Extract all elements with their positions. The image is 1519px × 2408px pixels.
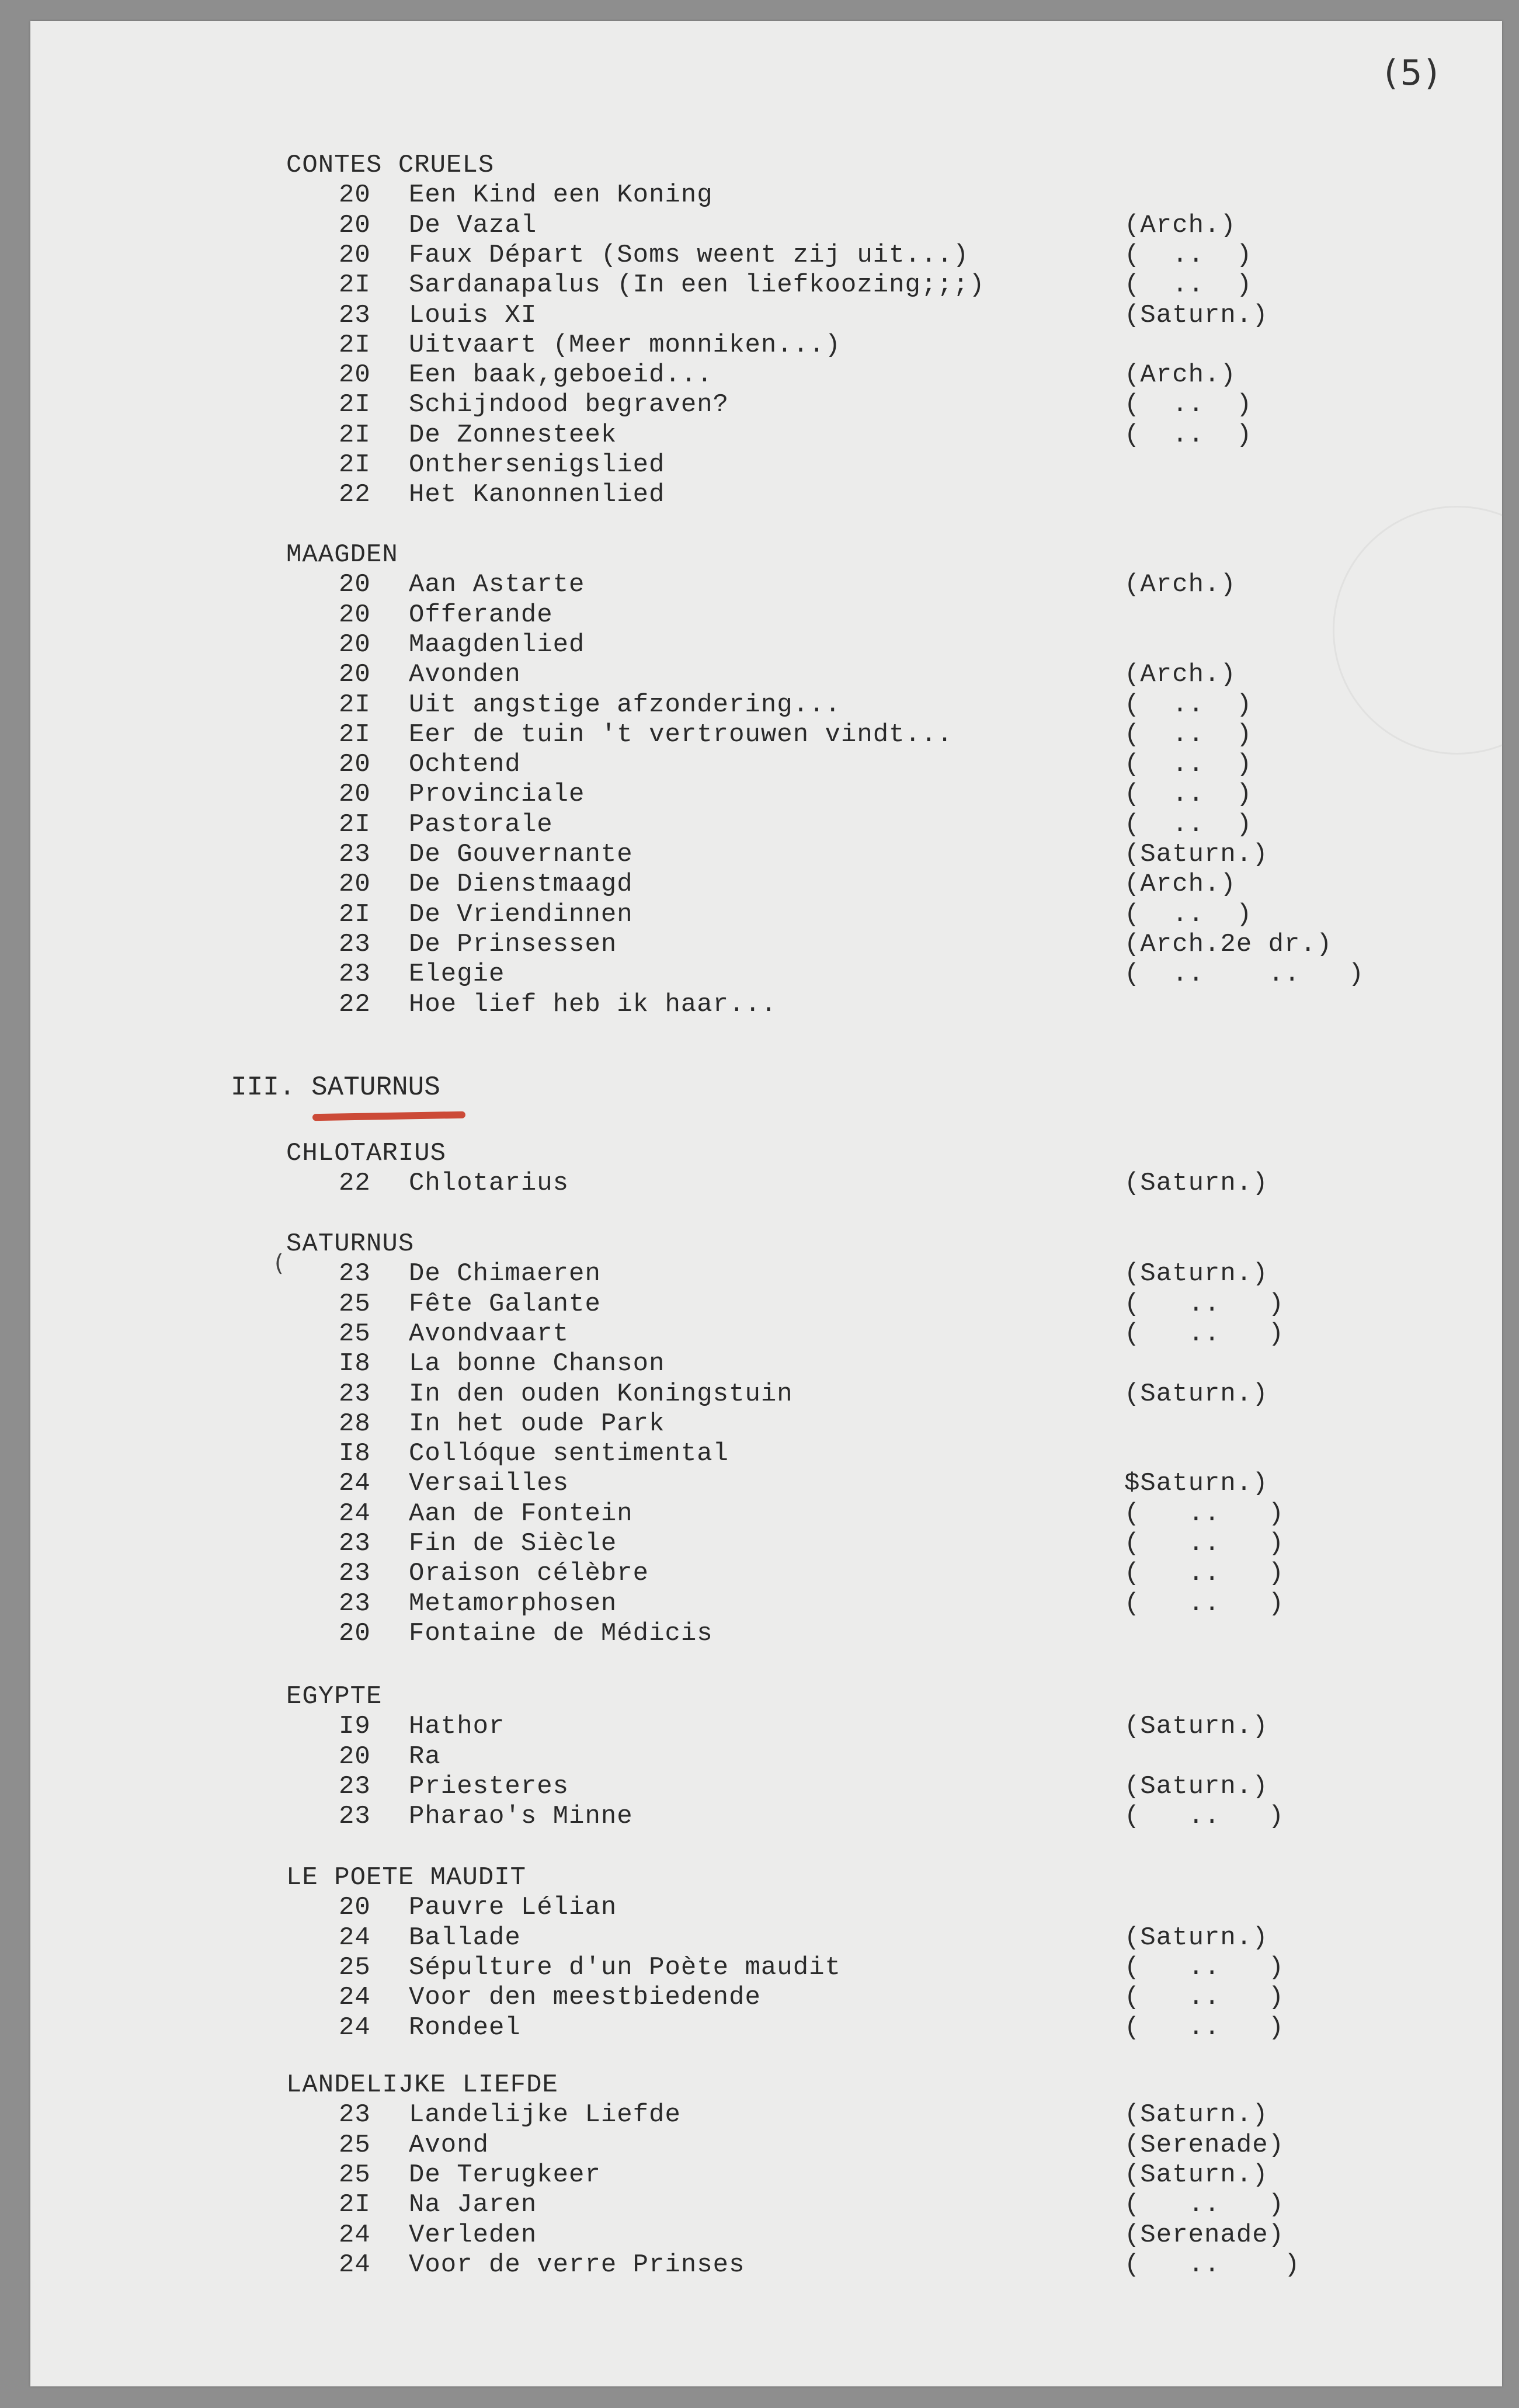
- publication-source: $Saturn.): [1124, 1469, 1268, 1499]
- publication-source: (Arch.): [1124, 360, 1236, 390]
- publication-source: ( .. ): [1124, 270, 1253, 300]
- faint-stamp: [1333, 506, 1519, 755]
- poem-page-number: 20: [339, 210, 371, 240]
- section-heading: MAAGDEN: [286, 540, 398, 569]
- poem-title: Avond: [409, 2130, 489, 2160]
- poem-title: Ra: [409, 1742, 441, 1771]
- poem-title: Hathor: [409, 1712, 505, 1742]
- poem-page-number: 23: [339, 840, 371, 869]
- poem-title: Uitvaart (Meer monniken...): [409, 330, 841, 360]
- poem-page-number: 23: [339, 2100, 371, 2130]
- publication-source: (Saturn.): [1124, 300, 1268, 330]
- poem-title: Ochtend: [409, 750, 521, 780]
- poem-page-number: 24: [339, 2220, 371, 2250]
- poem-page-number: 20: [339, 750, 371, 780]
- poem-page-number: 23: [339, 1379, 371, 1409]
- publication-source: (Saturn.): [1124, 2100, 1268, 2130]
- poem-page-number: 20: [339, 600, 371, 630]
- poem-page-number: 2I: [339, 720, 371, 749]
- poem-title: Fête Galante: [409, 1289, 601, 1319]
- poem-title: Na Jaren: [409, 2190, 537, 2220]
- poem-page-number: 23: [339, 1529, 371, 1558]
- poem-title: Pauvre Lélian: [409, 1893, 617, 1923]
- poem-page-number: 25: [339, 2160, 371, 2190]
- section-heading: LE POETE MAUDIT: [286, 1863, 527, 1892]
- poem-page-number: 2I: [339, 330, 371, 360]
- publication-source: (Saturn.): [1124, 1771, 1268, 1801]
- poem-page-number: 20: [339, 1742, 371, 1771]
- poem-page-number: 22: [339, 989, 371, 1019]
- poem-title: Offerande: [409, 600, 553, 630]
- publication-source: ( .. ): [1124, 1559, 1285, 1589]
- section-heading: EGYPTE: [286, 1682, 383, 1711]
- poem-title: Aan Astarte: [409, 570, 585, 600]
- poem-page-number: 20: [339, 180, 371, 210]
- poem-title: De Chimaeren: [409, 1259, 601, 1289]
- poem-title: La bonne Chanson: [409, 1349, 665, 1379]
- poem-page-number: 20: [339, 570, 371, 600]
- poem-page-number: 25: [339, 2130, 371, 2160]
- poem-page-number: 2I: [339, 390, 371, 420]
- poem-title: De Vriendinnen: [409, 899, 633, 929]
- poem-page-number: 23: [339, 1259, 371, 1289]
- poem-title: Pastorale: [409, 809, 553, 839]
- poem-title: Metamorphosen: [409, 1589, 617, 1618]
- publication-source: (Saturn.): [1124, 1712, 1268, 1742]
- poem-title: Avondvaart: [409, 1319, 569, 1349]
- publication-source: (Arch.2e dr.): [1124, 929, 1333, 959]
- section-heading: CHLOTARIUS: [286, 1139, 447, 1168]
- poem-title: In het oude Park: [409, 1409, 665, 1438]
- poem-page-number: 20: [339, 1893, 371, 1923]
- poem-page-number: 20: [339, 660, 371, 690]
- poem-title: Schijndood begraven?: [409, 390, 729, 420]
- poem-page-number: 2I: [339, 270, 371, 300]
- section-heading: CONTES CRUELS: [286, 151, 495, 180]
- section-heading: LANDELIJKE LIEFDE: [286, 2070, 558, 2100]
- poem-title: Versailles: [409, 1469, 569, 1499]
- publication-source: ( .. ): [1124, 690, 1253, 720]
- poem-page-number: 20: [339, 630, 371, 659]
- publication-source: ( .. ): [1124, 2250, 1301, 2280]
- publication-source: ( .. ): [1124, 2190, 1285, 2220]
- publication-source: ( .. ): [1124, 750, 1253, 780]
- poem-page-number: 20: [339, 1618, 371, 1648]
- poem-title: Oraison célèbre: [409, 1559, 649, 1589]
- poem-title: Aan de Fontein: [409, 1499, 633, 1528]
- poem-title: Pharao's Minne: [409, 1802, 633, 1832]
- poem-title: Het Kanonnenlied: [409, 480, 665, 510]
- poem-title: Provinciale: [409, 780, 585, 809]
- poem-title: De Vazal: [409, 210, 537, 240]
- publication-source: ( .. ): [1124, 1499, 1285, 1528]
- publication-source: ( .. ): [1124, 1589, 1285, 1618]
- poem-title: Ballade: [409, 1923, 521, 1952]
- publication-source: (Saturn.): [1124, 1923, 1268, 1952]
- poem-title: Collóque sentimental: [409, 1439, 729, 1469]
- poem-page-number: 24: [339, 2250, 371, 2280]
- publication-source: (Saturn.): [1124, 2160, 1268, 2190]
- poem-page-number: 23: [339, 1771, 371, 1801]
- poem-title: Chlotarius: [409, 1169, 569, 1198]
- publication-source: (Saturn.): [1124, 1169, 1268, 1198]
- publication-source: (Arch.): [1124, 210, 1236, 240]
- poem-page-number: 2I: [339, 450, 371, 479]
- page-number: (5): [1384, 53, 1441, 93]
- poem-page-number: 22: [339, 1169, 371, 1198]
- poem-page-number: 24: [339, 1499, 371, 1528]
- poem-title: De Gouvernante: [409, 840, 633, 869]
- publication-source: ( .. ): [1124, 720, 1253, 749]
- publication-source: (Saturn.): [1124, 1379, 1268, 1409]
- poem-title: Voor de verre Prinses: [409, 2250, 745, 2280]
- publication-source: ( .. ): [1124, 1983, 1285, 2013]
- publication-source: (Serenade): [1124, 2130, 1285, 2160]
- poem-title: In den ouden Koningstuin: [409, 1379, 793, 1409]
- publication-source: ( .. ): [1124, 780, 1253, 809]
- poem-title: Hoe lief heb ik haar...: [409, 989, 777, 1019]
- poem-title: Landelijke Liefde: [409, 2100, 681, 2130]
- poem-page-number: 23: [339, 960, 371, 989]
- poem-page-number: 28: [339, 1409, 371, 1438]
- poem-page-number: 23: [339, 1589, 371, 1618]
- poem-page-number: 2I: [339, 420, 371, 450]
- publication-source: ( .. ): [1124, 899, 1253, 929]
- section-heading: SATURNUS: [286, 1229, 415, 1259]
- poem-page-number: 23: [339, 1802, 371, 1832]
- poem-title: Elegie: [409, 960, 505, 989]
- poem-title: Onthersenigslied: [409, 450, 665, 479]
- poem-page-number: 23: [339, 1559, 371, 1589]
- poem-page-number: 24: [339, 1923, 371, 1952]
- poem-page-number: 23: [339, 929, 371, 959]
- publication-source: (Arch.): [1124, 570, 1236, 600]
- poem-title: Fontaine de Médicis: [409, 1618, 713, 1648]
- poem-page-number: 2I: [339, 2190, 371, 2220]
- poem-title: De Prinsessen: [409, 929, 617, 959]
- poem-title: Sépulture d'un Poète maudit: [409, 1952, 841, 1982]
- poem-page-number: 2I: [339, 690, 371, 720]
- poem-title: Louis XI: [409, 300, 537, 330]
- poem-page-number: 25: [339, 1319, 371, 1349]
- poem-page-number: 2I: [339, 899, 371, 929]
- poem-page-number: 24: [339, 1469, 371, 1499]
- publication-source: (Arch.): [1124, 660, 1236, 690]
- poem-title: Avonden: [409, 660, 521, 690]
- publication-source: ( .. ): [1124, 1802, 1285, 1832]
- pencil-mark-icon: (: [274, 1250, 284, 1277]
- poem-title: Een baak,geboeid...: [409, 360, 713, 390]
- poem-page-number: 23: [339, 300, 371, 330]
- publication-source: (Arch.): [1124, 870, 1236, 899]
- publication-source: ( .. .. ): [1124, 960, 1365, 989]
- poem-page-number: 24: [339, 2013, 371, 2042]
- poem-page-number: 20: [339, 240, 371, 270]
- poem-title: De Zonnesteek: [409, 420, 617, 450]
- publication-source: (Saturn.): [1124, 1259, 1268, 1289]
- poem-title: Rondeel: [409, 2013, 521, 2042]
- publication-source: ( .. ): [1124, 420, 1253, 450]
- poem-page-number: I8: [339, 1439, 371, 1469]
- poem-page-number: 25: [339, 1952, 371, 1982]
- publication-source: ( .. ): [1124, 1529, 1285, 1558]
- poem-title: Faux Départ (Soms weent zij uit...): [409, 240, 969, 270]
- poem-title: Verleden: [409, 2220, 537, 2250]
- poem-page-number: 24: [339, 1983, 371, 2013]
- poem-title: Voor den meestbiedende: [409, 1983, 761, 2013]
- poem-page-number: 20: [339, 780, 371, 809]
- publication-source: ( .. ): [1124, 2013, 1285, 2042]
- poem-page-number: 20: [339, 360, 371, 390]
- poem-title: Priesteres: [409, 1771, 569, 1801]
- poem-title: Fin de Siècle: [409, 1529, 617, 1558]
- poem-title: De Terugkeer: [409, 2160, 601, 2190]
- publication-source: ( .. ): [1124, 1289, 1285, 1319]
- poem-title: Een Kind een Koning: [409, 180, 713, 210]
- poem-title: Uit angstige afzondering...: [409, 690, 841, 720]
- poem-page-number: 20: [339, 870, 371, 899]
- poem-title: Eer de tuin 't vertrouwen vindt...: [409, 720, 953, 749]
- publication-source: (Serenade): [1124, 2220, 1285, 2250]
- poem-title: De Dienstmaagd: [409, 870, 633, 899]
- poem-title: Sardanapalus (In een liefkoozing;;;): [409, 270, 985, 300]
- publication-source: ( .. ): [1124, 1319, 1285, 1349]
- poem-title: Maagdenlied: [409, 630, 585, 659]
- main-section-title: III. SATURNUS: [231, 1072, 440, 1103]
- publication-source: ( .. ): [1124, 1952, 1285, 1982]
- publication-source: ( .. ): [1124, 809, 1253, 839]
- poem-page-number: 25: [339, 1289, 371, 1319]
- poem-page-number: 2I: [339, 809, 371, 839]
- publication-source: ( .. ): [1124, 390, 1253, 420]
- publication-source: ( .. ): [1124, 240, 1253, 270]
- poem-page-number: I9: [339, 1712, 371, 1742]
- poem-page-number: 22: [339, 480, 371, 510]
- publication-source: (Saturn.): [1124, 840, 1268, 869]
- poem-page-number: I8: [339, 1349, 371, 1379]
